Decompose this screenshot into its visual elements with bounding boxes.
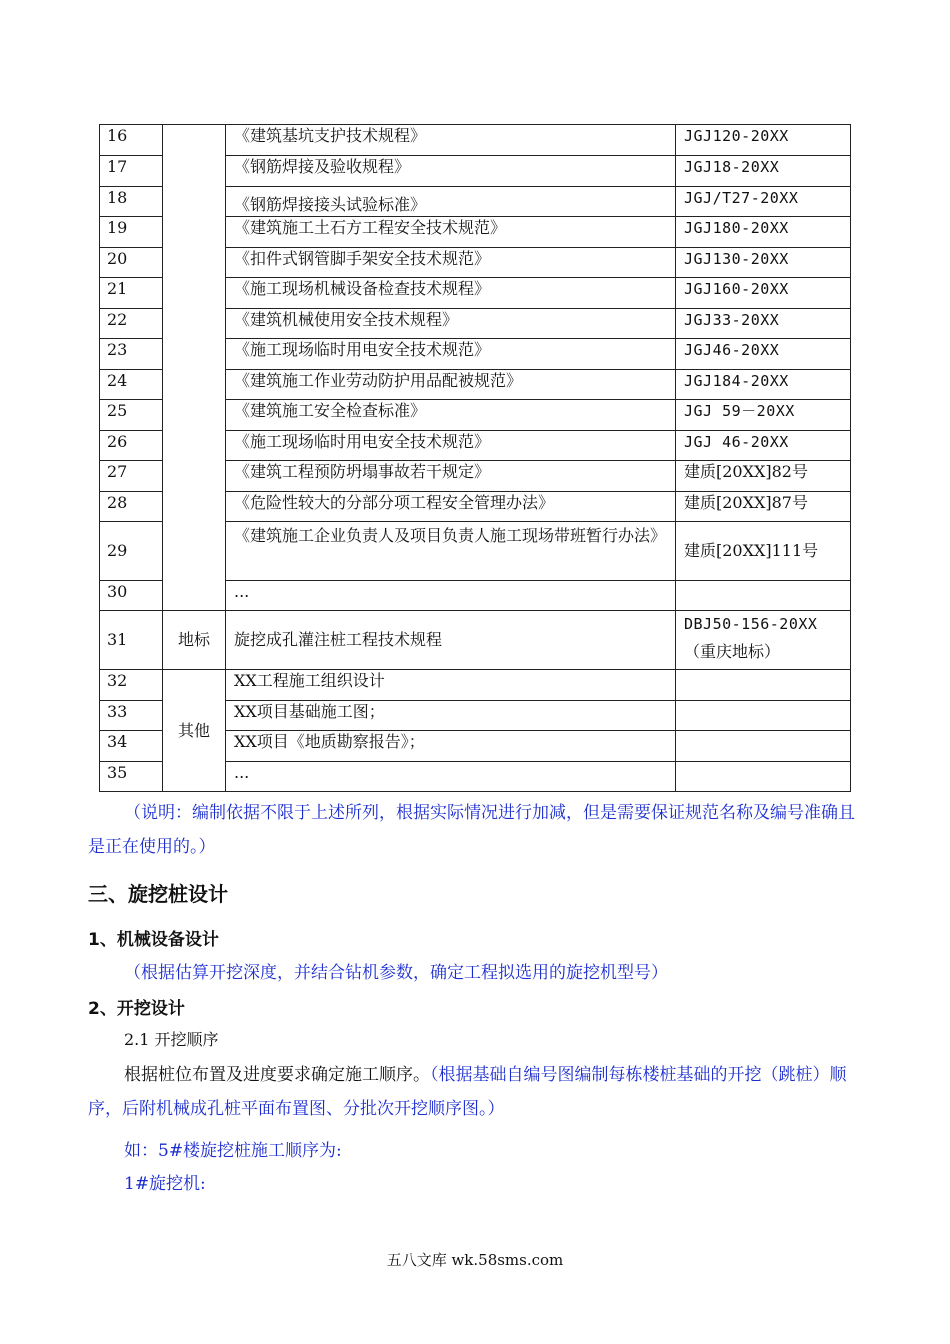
row-number: 25 [100,400,163,431]
standard-code: JGJ130-20XX [676,248,851,278]
local-code: DBJ50-156-20XX [684,615,818,633]
row-number: 34 [100,731,163,762]
standard-code [676,701,851,731]
row-number: 21 [100,278,163,309]
standard-code: 建质[20XX]87号 [676,492,851,522]
subsection-1-note: （根据估算开挖深度，并结合钻机参数，确定工程拟选用的旋挖机型号） [124,963,668,983]
standard-code: JGJ/T27-20XX [676,187,851,217]
standard-code: JGJ46-20XX [676,339,851,370]
example-line: 如：5#楼旋挖桩施工顺序为: [124,1141,342,1161]
section-3-title: 三、旋挖桩设计 [88,882,228,906]
standard-name: XX项目基础施工图； [226,701,676,731]
row-number: 18 [100,187,163,217]
standard-code: JGJ120-20XX [676,125,851,156]
standard-code [676,670,851,701]
table-row [100,125,851,156]
standard-name: 《扣件式钢管脚手架安全技术规范》 [226,248,676,278]
local-code-note: （重庆地标） [684,642,781,661]
row-number: 16 [100,125,163,156]
row-number: 31 [100,611,163,670]
standard-name: 《建筑施工作业劳动防护用品配被规范》 [226,370,676,400]
subsection-2-1-title: 2.1 开挖顺序 [124,1030,219,1049]
sequence-note: （根据基础自编号图编制每栋楼桩基础的开挖（跳桩）顺序，后附机械成孔桩平面布置图、分批次开挖顺序图。） [88,1065,847,1119]
category-other: 其他 [163,670,226,792]
machine-line: 1#旋挖机: [124,1174,206,1194]
standard-code: 建质[20XX]82号 [676,461,851,492]
standard-name: 《建筑工程预防坍塌事故若干规定》 [226,461,676,492]
table-note: （说明：编制依据不限于上述所列，根据实际情况进行加减，但是需要保证规范名称及编号准确且是正在使用的。） [88,803,855,857]
row-number: 33 [100,701,163,731]
row-number: 29 [100,522,163,581]
standard-name: 《建筑施工土石方工程安全技术规范》 [226,217,676,248]
standard-name: 旋挖成孔灌注桩工程技术规程 [226,611,676,670]
row-number: 26 [100,431,163,461]
row-number: 30 [100,581,163,611]
row-number: 32 [100,670,163,701]
standard-code: JGJ33-20XX [676,309,851,339]
row-number: 20 [100,248,163,278]
row-number: 24 [100,370,163,400]
standard-name: 《建筑基坑支护技术规程》 [226,125,676,156]
row-number: 19 [100,217,163,248]
standard-name: XX项目《地质勘察报告》； [226,731,676,762]
standard-code: JGJ18-20XX [676,156,851,187]
standard-code: JGJ 59－20XX [676,400,851,431]
category-local: 地标 [163,611,226,670]
standard-name: ... [226,581,676,611]
standard-name: 《建筑机械使用安全技术规程》 [226,309,676,339]
row-number: 23 [100,339,163,370]
category-cell-empty [163,125,226,611]
table-row [100,611,851,670]
sequence-text: 根据桩位布置及进度要求确定施工顺序。 [124,1065,430,1085]
row-number: 28 [100,492,163,522]
standard-code [676,731,851,762]
standard-code: JGJ160-20XX [676,278,851,309]
standard-name: 《施工现场临时用电安全技术规范》 [226,339,676,370]
row-number: 22 [100,309,163,339]
standard-name: 《施工现场临时用电安全技术规范》 [226,431,676,461]
sequence-paragraph [88,1058,868,1126]
page-footer: 五八文库 wk.58sms.com [386,1251,564,1269]
row-number: 27 [100,461,163,492]
standards-table [99,124,851,792]
standard-code: 建质[20XX]111号 [676,522,851,581]
standard-code [676,611,851,670]
standard-name: 《钢筋焊接接头试验标准》 [226,187,676,217]
standard-name: 《施工现场机械设备检查技术规程》 [226,278,676,309]
standard-name: 《危险性较大的分部分项工程安全管理办法》 [226,492,676,522]
subsection-1-title: 1、机械设备设计 [88,930,219,950]
row-number: 35 [100,762,163,792]
standard-name: 《建筑施工企业负责人及项目负责人施工现场带班暂行办法》 [226,522,676,581]
standard-name: 《钢筋焊接及验收规程》 [226,156,676,187]
standard-name: ... [226,762,676,792]
standard-name: 《建筑施工安全检查标准》 [226,400,676,431]
standard-code: JGJ180-20XX [676,217,851,248]
standard-code: JGJ184-20XX [676,370,851,400]
standard-code: JGJ 46-20XX [676,431,851,461]
subsection-2-title: 2、开挖设计 [88,999,185,1019]
standard-code [676,762,851,792]
standard-code [676,581,851,611]
standard-name: XX工程施工组织设计 [226,670,676,701]
row-number: 17 [100,156,163,187]
table-row [100,670,851,701]
